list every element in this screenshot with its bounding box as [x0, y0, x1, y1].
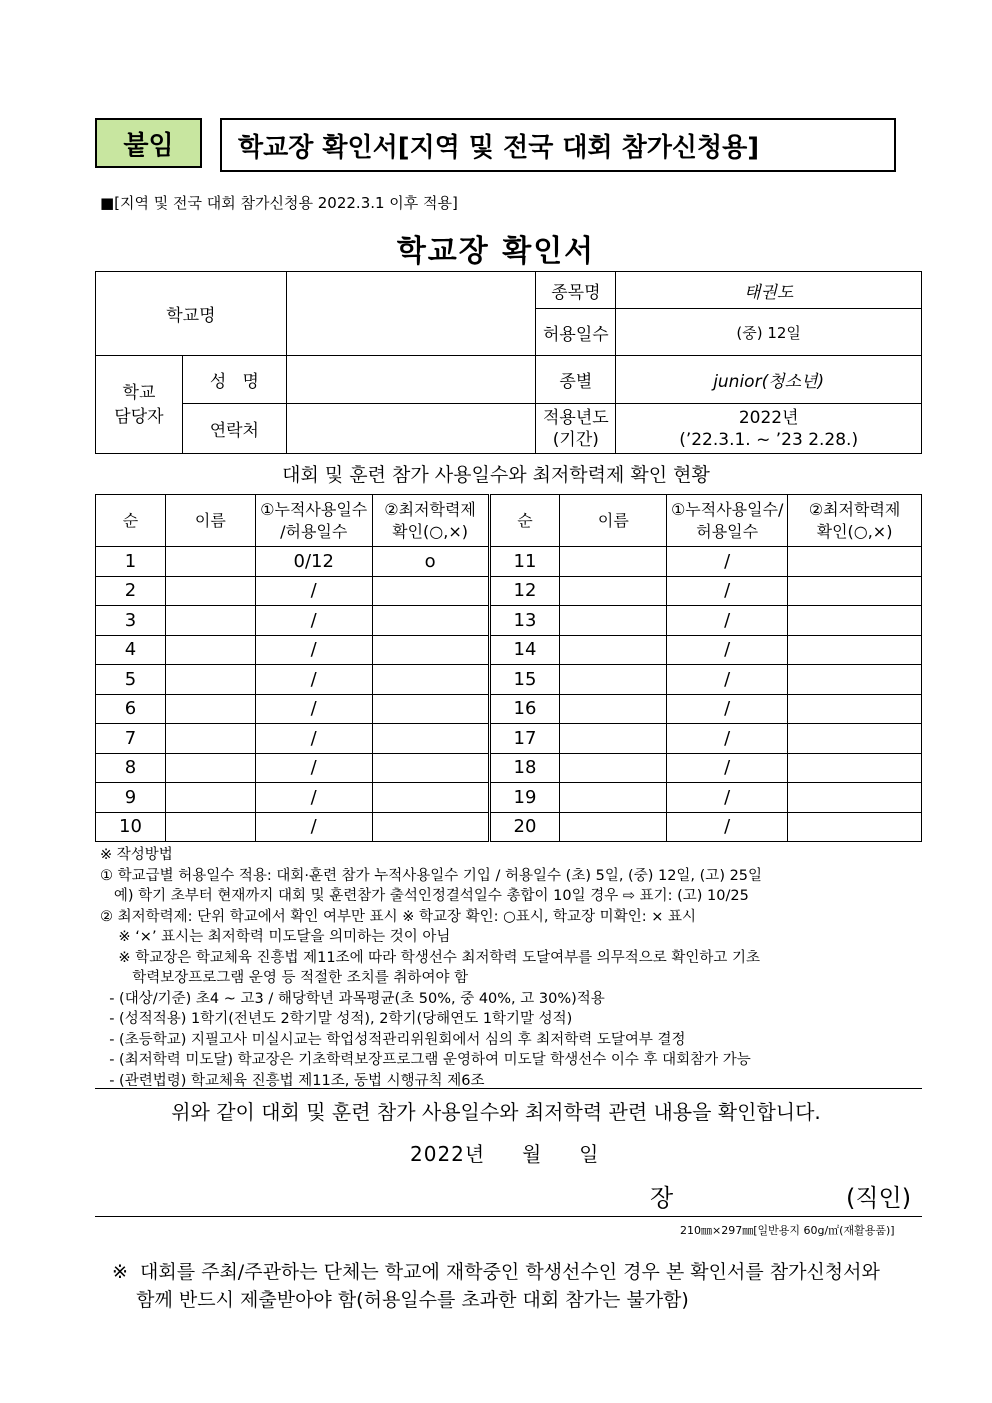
- row-check-right[interactable]: [788, 724, 922, 754]
- row-used-days-right[interactable]: /: [667, 547, 788, 577]
- table-row: [96, 724, 922, 754]
- row-no-right: 14: [489, 635, 560, 665]
- row-no-right: 19: [489, 783, 560, 813]
- row-name[interactable]: [165, 812, 255, 842]
- row-name[interactable]: [165, 606, 255, 636]
- guide-line: - (관련법령) 학교체육 진흥법 제11조, 동법 시행규칙 제6조: [100, 1072, 485, 1089]
- guide-line: - (최저학력 미도달) 학교장은 기초학력보장프로그램 운영하여 미도달 학생선수 이수 후 대회참가 가능: [100, 1052, 751, 1068]
- category-label: 종별: [536, 356, 616, 404]
- guide-line: ① 학교급별 허용일수 적용: 대회·훈련 참가 누적사용일수 기입 / 허용일수 (초) 5일, (중) 12일, (고) 25일: [100, 867, 763, 884]
- row-used-days-right[interactable]: /: [667, 576, 788, 606]
- header-check-line-1: ②최저학력제: [384, 499, 476, 519]
- row-no: 3: [96, 606, 166, 636]
- paper-spec: 210㎜×297㎜[일반용지 60g/㎡(재활용품)]: [680, 1224, 895, 1237]
- row-check-right[interactable]: [788, 812, 922, 842]
- row-check[interactable]: [372, 783, 489, 813]
- apply-note: ■[지역 및 전국 대회 참가신청용 2022.3.1 이후 적용]: [100, 194, 458, 212]
- table-row: [96, 606, 922, 636]
- event-value[interactable]: 태권도: [616, 272, 922, 309]
- row-name-right[interactable]: [560, 812, 667, 842]
- allowed-days-label: 허용일수: [536, 309, 616, 356]
- table-row: [96, 753, 922, 783]
- header-name-right: 이름: [560, 495, 667, 547]
- attachment-badge: 붙임: [95, 118, 202, 168]
- year-label-line-2: (기간): [552, 429, 599, 450]
- official-seal-label: (직인): [846, 1184, 912, 1212]
- guide-line: - (초등학교) 지필고사 미실시교는 학업성적관리위원회에서 심의 후 최저학력 도달여부 결정: [100, 1031, 686, 1048]
- table-row: [96, 694, 922, 724]
- row-no: 1: [96, 547, 166, 577]
- row-used-days[interactable]: /: [255, 606, 372, 636]
- row-check-right[interactable]: [788, 606, 922, 636]
- row-check[interactable]: o: [372, 547, 489, 577]
- row-no: 9: [96, 783, 166, 813]
- footer-line-1: ※ 대회를 주최/주관하는 단체는 학교에 재학중인 학생선수인 경우 본 확인서를 참가신청서와: [112, 1261, 880, 1283]
- header-used-days-right-line-2: 허용일수: [696, 521, 759, 541]
- contact-label: 연락처: [182, 404, 286, 454]
- footer-note: [112, 1258, 880, 1314]
- row-used-days[interactable]: /: [255, 753, 372, 783]
- row-name-right[interactable]: [560, 665, 667, 695]
- header-check-line-2: 확인(○,×): [392, 521, 468, 541]
- contact-value[interactable]: [286, 404, 536, 454]
- manager-label: 학교 담당자: [96, 356, 183, 454]
- row-check[interactable]: [372, 812, 489, 842]
- row-check[interactable]: [372, 576, 489, 606]
- row-check[interactable]: [372, 724, 489, 754]
- row-name[interactable]: [165, 753, 255, 783]
- year-value-line-1: 2022년: [738, 407, 799, 428]
- row-used-days-right[interactable]: /: [667, 812, 788, 842]
- row-name-right[interactable]: [560, 753, 667, 783]
- table-row: [96, 635, 922, 665]
- table-row: [96, 812, 922, 842]
- row-name[interactable]: [165, 694, 255, 724]
- row-name-right[interactable]: [560, 724, 667, 754]
- row-check-right[interactable]: [788, 576, 922, 606]
- writing-guide: [100, 845, 930, 1091]
- row-used-days-right[interactable]: /: [667, 635, 788, 665]
- row-check-right[interactable]: [788, 547, 922, 577]
- allowed-days-value[interactable]: (중) 12일: [616, 309, 922, 356]
- row-no: 2: [96, 576, 166, 606]
- header-used-days-line-1: ①누적사용일수: [260, 499, 368, 519]
- divider: [95, 1088, 922, 1089]
- guide-line: - (대상/기준) 초4 ~ 고3 / 해당학년 과목평균(초 50%, 중 40%, 고 30%)적용: [100, 990, 605, 1007]
- row-name-right[interactable]: [560, 694, 667, 724]
- header-check-right-line-1: ②최저학력제: [808, 499, 901, 519]
- school-label: 학교명: [96, 272, 287, 356]
- row-check-right[interactable]: [788, 753, 922, 783]
- row-check[interactable]: [372, 665, 489, 695]
- table-row: [96, 576, 922, 606]
- header-check: [372, 495, 489, 547]
- usage-table: [95, 494, 922, 842]
- confirm-statement: 위와 같이 대회 및 훈련 참가 사용일수와 최저학력 관련 내용을 확인합니다.: [171, 1100, 821, 1124]
- table-row: [96, 547, 922, 577]
- row-no-right: 18: [489, 753, 560, 783]
- row-name[interactable]: [165, 724, 255, 754]
- name-label: 성 명: [182, 356, 286, 404]
- row-no: 7: [96, 724, 166, 754]
- row-name-right[interactable]: [560, 606, 667, 636]
- row-used-days-right[interactable]: /: [667, 606, 788, 636]
- row-name-right[interactable]: [560, 547, 667, 577]
- row-used-days[interactable]: /: [255, 576, 372, 606]
- row-name-right[interactable]: [560, 783, 667, 813]
- header-title: 학교장 확인서[지역 및 전국 대회 참가신청용]: [220, 118, 896, 172]
- row-no: 10: [96, 812, 166, 842]
- header-used-days: [255, 495, 372, 547]
- header-used-days-right: [667, 495, 788, 547]
- header-name: 이름: [165, 495, 255, 547]
- row-check[interactable]: [372, 606, 489, 636]
- info-table: [95, 271, 922, 454]
- event-label: 종목명: [536, 272, 616, 309]
- row-used-days[interactable]: /: [255, 665, 372, 695]
- header-check-right-line-2: 확인(○,×): [816, 521, 893, 541]
- name-value[interactable]: [286, 356, 536, 404]
- guide-line: 예) 학기 초부터 현재까지 대회 및 훈련참가 출석인정결석일수 총합이 10일 경우 ⇨ 표기: (고) 10/25: [100, 888, 749, 904]
- footer-line-2: 함께 반드시 제출받아야 함(허용일수를 초과한 대회 참가는 불가함): [112, 1289, 689, 1311]
- row-name-right[interactable]: [560, 635, 667, 665]
- row-check-right[interactable]: [788, 665, 922, 695]
- row-used-days-right[interactable]: /: [667, 694, 788, 724]
- document-title: 학교장 확인서: [396, 234, 596, 269]
- row-used-days[interactable]: /: [255, 694, 372, 724]
- row-used-days[interactable]: /: [255, 724, 372, 754]
- row-name[interactable]: [165, 635, 255, 665]
- table-row: [96, 665, 922, 695]
- guide-line: - (성적적용) 1학기(전년도 2학기말 성적), 2학기(당해연도 1학기말 성적): [100, 1011, 573, 1027]
- row-no-right: 12: [489, 576, 560, 606]
- row-name[interactable]: [165, 547, 255, 577]
- row-check-right[interactable]: [788, 783, 922, 813]
- row-used-days-right[interactable]: /: [667, 783, 788, 813]
- row-name[interactable]: [165, 783, 255, 813]
- row-check-right[interactable]: [788, 635, 922, 665]
- guide-line: ※ 학교장은 학교체육 진흥법 제11조에 따라 학생선수 최저학력 도달여부를 의무적으로 확인하고 기초: [100, 949, 761, 966]
- row-used-days[interactable]: /: [255, 812, 372, 842]
- row-used-days-right[interactable]: /: [667, 724, 788, 754]
- row-used-days[interactable]: /: [255, 635, 372, 665]
- row-no-right: 16: [489, 694, 560, 724]
- row-check-right[interactable]: [788, 694, 922, 724]
- row-name-right[interactable]: [560, 576, 667, 606]
- row-check[interactable]: [372, 694, 489, 724]
- row-name[interactable]: [165, 665, 255, 695]
- year-label-line-1: 적용년도: [543, 407, 609, 428]
- row-no-right: 13: [489, 606, 560, 636]
- row-no-right: 20: [489, 812, 560, 842]
- row-check[interactable]: [372, 753, 489, 783]
- row-no-right: 17: [489, 724, 560, 754]
- row-no: 5: [96, 665, 166, 695]
- row-no: 4: [96, 635, 166, 665]
- year-value-line-2: (’22.3.1. ~ ’23 2.28.): [679, 429, 859, 450]
- row-used-days[interactable]: /: [255, 783, 372, 813]
- row-used-days-right[interactable]: /: [667, 665, 788, 695]
- row-name[interactable]: [165, 576, 255, 606]
- year-label: [536, 404, 616, 454]
- header-no-right: 순: [489, 495, 560, 547]
- row-used-days-right[interactable]: /: [667, 753, 788, 783]
- guide-line: ※ 작성방법: [100, 847, 173, 863]
- header-check-right: [788, 495, 922, 547]
- row-used-days[interactable]: 0/12: [255, 547, 372, 577]
- guide-line: ※ ‘×’ 표시는 최저학력 미도달을 의미하는 것이 아님: [100, 929, 451, 945]
- row-no-right: 11: [489, 547, 560, 577]
- row-no: 6: [96, 694, 166, 724]
- table-row: [96, 783, 922, 813]
- usage-title: 대회 및 훈련 참가 사용일수와 최저학력제 확인 현황: [282, 464, 710, 486]
- date-line: 2022년 월 일: [410, 1142, 600, 1166]
- category-value[interactable]: junior(청소년): [616, 356, 922, 404]
- guide-line: 학력보장프로그램 운영 등 적절한 조치를 취하여야 함: [100, 970, 469, 986]
- header-used-days-line-2: /허용일수: [280, 521, 348, 541]
- divider: [95, 1216, 922, 1217]
- year-value: [616, 404, 922, 454]
- header-no: 순: [96, 495, 166, 547]
- row-no-right: 15: [489, 665, 560, 695]
- principal-label: 장: [650, 1184, 674, 1212]
- guide-line: ② 최저학력제: 단위 학교에서 확인 여부만 표시 ※ 학교장 확인: ○표시, 학교장 미확인: × 표시: [100, 908, 696, 925]
- row-check[interactable]: [372, 635, 489, 665]
- school-value[interactable]: [286, 272, 536, 356]
- header-used-days-right-line-1: ①누적사용일수/: [670, 499, 784, 519]
- row-no: 8: [96, 753, 166, 783]
